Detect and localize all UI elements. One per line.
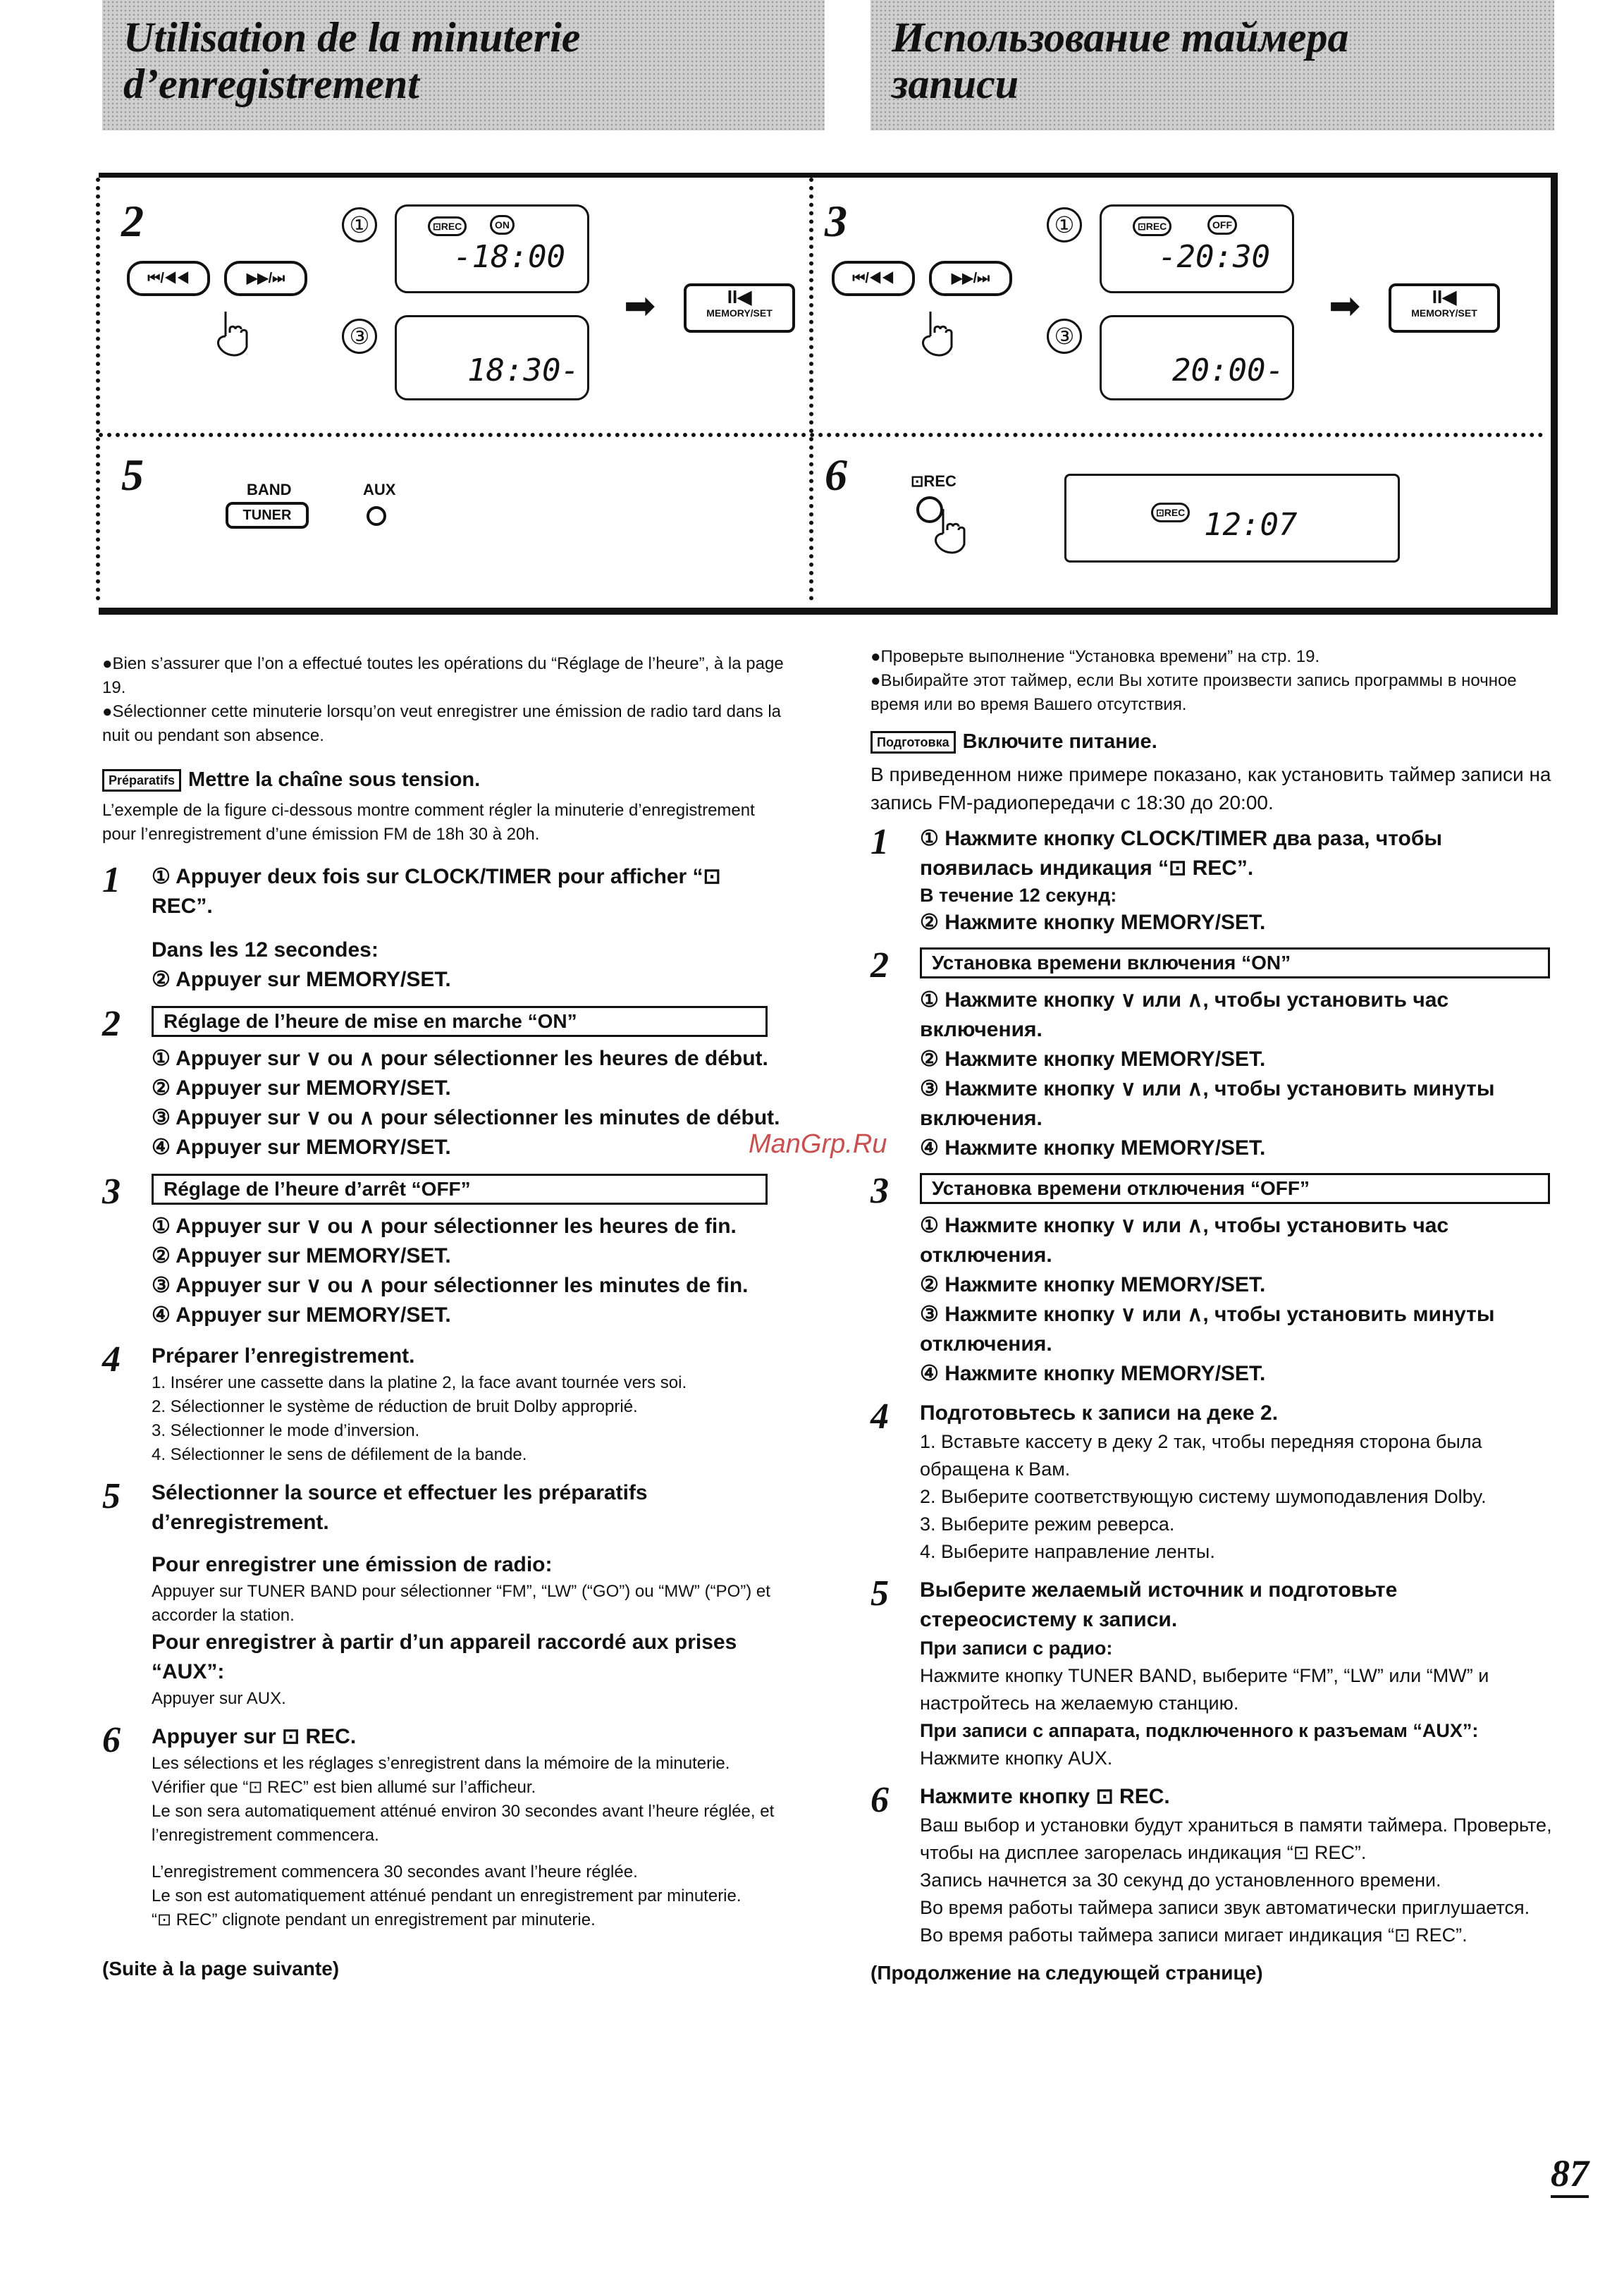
lcd-display-6 [1064,474,1400,563]
lcd-display-2-3 [395,315,589,400]
hand-press-icon [211,308,254,357]
fr-step-1-a: ① Appuyer deux fois sur CLOCK/TIMER pour afficher “⊡ REC”. [152,865,721,918]
fr-step-2-line: ④ Appuyer sur MEMORY/SET. [152,1136,451,1159]
russian-column [871,645,1554,1985]
ru-step-6-number: 6 [871,1780,889,1820]
russian-title-banner [871,0,1554,130]
ru-step-3-line: ③ Нажмите кнопку ∨ или ∧, чтобы установить минуты отключения. [920,1303,1495,1356]
ru-step-2-line: ③ Нажмите кнопку ∨ или ∧, чтобы установить минуты включения. [920,1077,1495,1130]
fr-step-4-line: 4. Sélectionner le sens de défilement de la bande. [152,1445,527,1464]
fr-note: “⊡ REC” clignote pendant un enregistrement par minuterie. [152,1910,596,1929]
fr-note: L’enregistrement commencera 30 secondes avant l’heure réglée. [152,1862,638,1881]
lcd-time: -20:30 [1158,239,1270,275]
ru-step-6-text: Во время работы таймера записи звук автоматически приглушается. [920,1897,1530,1918]
rec-indicator: ⊡REC [428,216,467,236]
french-title-banner [102,0,825,130]
illustration-panel [99,173,1558,615]
ru-step-4-line: 2. Выберите соответствующую систему шумоподавления Dolby. [920,1486,1487,1507]
fr-step-3-line: ① Appuyer sur ∨ ou ∧ pour sélectionner les heures de fin. [152,1215,737,1238]
ru-step-2-line: ④ Нажмите кнопку MEMORY/SET. [920,1136,1266,1160]
step-circle-3: ③ [1047,319,1082,354]
ru-step-5-radio-text: Нажмите кнопку TUNER BAND, выберите “FM”, “LW” или “MW” и настройтесь на желаемую станцию. [920,1665,1489,1714]
illus-step-6: 6 [825,450,847,500]
fr-step-3-number: 3 [102,1172,121,1212]
hand-press-icon [916,308,959,357]
aux-label: AUX [363,481,396,498]
ru-intro: В приведенном ниже примере показано, как установить таймер записи на запись FM-радиопередачи с 18:30 до 20:00. [871,763,1551,813]
fr-step-4-header: Préparer l’enregistrement. [152,1344,415,1368]
fr-step-2-line: ② Appuyer sur MEMORY/SET. [152,1076,451,1100]
ru-bullet: ●Проверьте выполнение “Установка времени” на стр. 19. [871,647,1320,666]
fr-step-4-number: 4 [102,1339,121,1380]
fr-step-1-sub: Dans les 12 secondes: [152,938,379,962]
illus-step-5: 5 [121,450,144,500]
fr-prep-tag: Préparatifs [102,769,181,792]
fr-step-6-text: Le son sera automatiquement atténué environ 30 secondes avant l’heure réglée, et l’enregistrement commencera. [152,1802,775,1845]
ru-step-6-text: Запись начнется за 30 секунд до установленного времени. [920,1869,1441,1891]
fr-step-5-header: Sélectionner la source et effectuer les préparatifs d’enregistrement. [152,1481,648,1534]
ru-step-2-line: ② Нажмите кнопку MEMORY/SET. [920,1048,1266,1071]
fr-step-3-line: ③ Appuyer sur ∨ ou ∧ pour sélectionner les minutes de fin. [152,1274,749,1297]
fr-step-3-line: ④ Appuyer sur MEMORY/SET. [152,1303,451,1327]
next-button[interactable]: ▶▶/⏭ [224,261,307,296]
ru-step-2-number: 2 [871,945,889,986]
lcd-display-3-1 [1100,204,1294,293]
ru-step-6-text: Во время работы таймера записи мигает индикация “⊡ REC”. [920,1924,1468,1946]
ru-step-3-line: ④ Нажмите кнопку MEMORY/SET. [920,1362,1266,1385]
fr-step-3-line: ② Appuyer sur MEMORY/SET. [152,1244,451,1267]
step-circle-3: ③ [342,319,377,354]
fr-note: Le son est automatiquement atténué pendant un enregistrement par minuterie. [152,1886,742,1905]
ru-step-1-b: ② Нажмите кнопку MEMORY/SET. [920,911,1266,934]
ru-prep-tag: Подготовка [871,731,956,754]
fr-step-1-number: 1 [102,860,121,900]
fr-prep-text: Mettre la chaîne sous tension. [188,768,481,791]
ru-step-3-line: ② Нажмите кнопку MEMORY/SET. [920,1273,1266,1296]
lcd-display-2-1 [395,204,589,293]
lcd-time: 18:30- [467,352,579,388]
fr-intro: L’exemple de la figure ci-dessous montre comment régler la minuterie d’enregistrement pour l’enregistrement d’une émission FM de 18h 30 à 20h. [102,801,755,844]
fr-step-2-header: Réglage de l’heure de mise en marche “ON” [152,1006,768,1037]
ru-step-4-number: 4 [871,1396,889,1437]
fr-bullet: ●Sélectionner cette minuterie lorsqu’on veut enregistrer une émission de radio tard dans la nuit ou pendant son absence. [102,702,782,745]
fr-step-6-text: Les sélections et les réglages s’enregistrent dans la mémoire de la minuterie. Vérifier que “⊡ REC” est bien allumé sur l’afficheur. [152,1754,730,1797]
fr-step-2-number: 2 [102,1004,121,1044]
french-title: Utilisation de la minuterie d’enregistrement [123,14,581,107]
fr-step-6-header: Appuyer sur ⊡ REC. [152,1725,357,1748]
fr-step-4-line: 2. Sélectionner le système de réduction de bruit Dolby approprié. [152,1397,638,1416]
ru-step-4-line: 4. Выберите направление ленты. [920,1541,1215,1562]
off-indicator: OFF [1207,215,1237,235]
illus-step-3: 3 [825,196,847,246]
ru-bullet: ●Выбирайте этот таймер, если Вы хотите произвести запись программы в ночное время или во время Вашего отсутствия. [871,671,1517,714]
ru-step-5-aux-heading: При записи с аппарата, подключенного к разъемам “AUX”: [920,1720,1479,1741]
fr-step-4-line: 1. Insérer une cassette dans la platine 2, la face avant tournée vers soi. [152,1373,687,1392]
ru-step-2-line: ① Нажмите кнопку ∨ или ∧, чтобы установить час включения. [920,988,1449,1041]
ru-continued: (Продолжение на следующей странице) [871,1962,1263,1984]
prev-button[interactable]: ⏮/◀◀ [127,261,210,296]
tuner-button[interactable]: TUNER [226,502,309,529]
ru-step-5-aux-text: Нажмите кнопку AUX. [920,1748,1113,1769]
fr-step-5-aux-heading: Pour enregistrer à partir d’un appareil raccordé aux prises “AUX”: [152,1631,737,1683]
ru-step-5-radio-heading: При записи с радио: [920,1638,1113,1659]
fr-step-6-number: 6 [102,1720,121,1760]
ru-prep-text: Включите питание. [962,730,1157,753]
ru-step-3-line: ① Нажмите кнопку ∨ или ∧, чтобы установить час отключения. [920,1214,1449,1267]
fr-continued: (Suite à la page suivante) [102,1958,340,1979]
ru-step-1-a: ① Нажмите кнопку CLOCK/TIMER два раза, чтобы появилась индикация “⊡ REC”. [920,827,1443,880]
ru-step-2-header: Установка времени включения “ON” [920,947,1550,978]
ru-step-3-header: Установка времени отключения “OFF” [920,1173,1550,1204]
lcd-time: -18:00 [453,239,565,275]
prev-button[interactable]: ⏮/◀◀ [832,261,915,296]
ru-step-5-number: 5 [871,1573,889,1614]
hand-press-icon [929,505,971,555]
memory-set-button[interactable]: II◀ MEMORY/SET [684,283,795,333]
illus-step-2: 2 [121,196,144,246]
fr-step-5-aux-text: Appuyer sur AUX. [152,1689,286,1708]
ru-step-1-sub: В течение 12 секунд: [920,885,1117,906]
ru-step-6-header: Нажмите кнопку ⊡ REC. [920,1785,1170,1808]
ru-step-4-header: Подготовьтесь к записи на деке 2. [920,1401,1279,1425]
arrow-icon: ➡ [1329,285,1361,327]
ru-step-3-number: 3 [871,1171,889,1211]
watermark: ManGrp.Ru [749,1129,887,1159]
fr-step-5-radio-text: Appuyer sur TUNER BAND pour sélectionner “FM”, “LW” (“GO”) ou “MW” (“PO”) et accorder la station. [152,1582,770,1625]
rec-indicator: ⊡REC [1133,216,1171,236]
lcd-time: 12:07 [1204,507,1298,543]
lcd-time: 20:00- [1172,352,1284,388]
band-label: BAND [247,481,292,498]
fr-step-5-radio-heading: Pour enregistrer une émission de radio: [152,1553,553,1576]
ru-step-4-line: 1. Вставьте кассету в деку 2 так, чтобы передняя сторона была обращена к Вам. [920,1431,1482,1480]
step-circle-1: ① [342,207,377,242]
fr-step-1-b: ② Appuyer sur MEMORY/SET. [152,968,451,991]
page-number: 87 [1551,2151,1589,2198]
rec-indicator: ⊡REC [1151,503,1190,522]
on-indicator: ON [490,215,515,235]
french-column [102,652,786,1981]
fr-step-2-line: ③ Appuyer sur ∨ ou ∧ pour sélectionner les minutes de début. [152,1106,780,1129]
fr-step-5-number: 5 [102,1476,121,1516]
memory-set-button[interactable]: II◀ MEMORY/SET [1389,283,1500,333]
ru-step-6-text: Ваш выбор и установки будут храниться в памяти таймера. Проверьте, чтобы на дисплее загорелась индикация “⊡ REC”. [920,1815,1552,1863]
rec-label: ⊡REC [911,472,956,490]
arrow-icon: ➡ [624,285,656,327]
step-circle-1: ① [1047,207,1082,242]
russian-title: Использование таймера записи [892,14,1349,107]
fr-bullet: ●Bien s’assurer que l’on a effectué toutes les opérations du “Réglage de l’heure”, à la page 19. [102,654,784,697]
ru-step-1-number: 1 [871,822,889,862]
ru-step-4-line: 3. Выберите режим реверса. [920,1514,1175,1535]
next-button[interactable]: ▶▶/⏭ [929,261,1012,296]
fr-step-4-line: 3. Sélectionner le mode d’inversion. [152,1421,420,1440]
aux-button[interactable] [367,506,386,526]
fr-step-3-header: Réglage de l’heure d’arrêt “OFF” [152,1174,768,1205]
fr-step-2-line: ① Appuyer sur ∨ ou ∧ pour sélectionner les heures de début. [152,1047,768,1070]
ru-step-5-header: Выберите желаемый источник и подготовьте стереосистему к записи. [920,1578,1398,1631]
lcd-display-3-3 [1100,315,1294,400]
